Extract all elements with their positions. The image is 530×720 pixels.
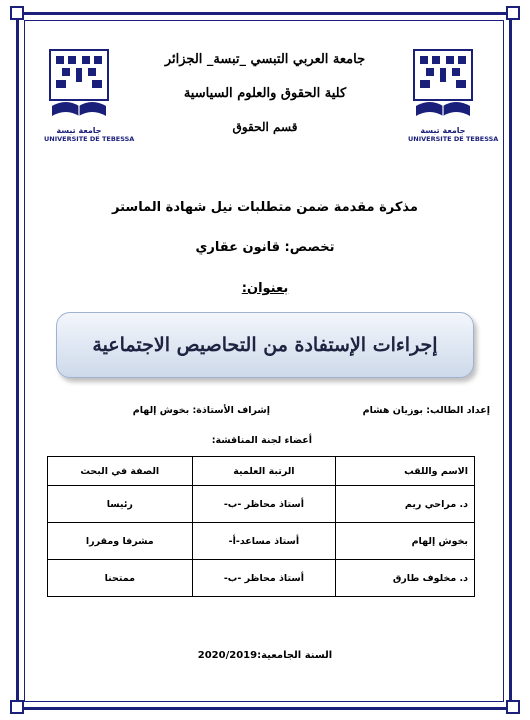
university-name: جامعة العربي التبسي _تبسة_ الجزائر	[164, 52, 366, 67]
member-role: ممتحنا	[48, 560, 193, 597]
supervisor-name: إشراف الأستاذة: بخوش إلهام	[132, 405, 270, 416]
logo-caption-french: UNIVERSITE DE TEBESSA	[408, 135, 499, 143]
member-role: رئيسا	[48, 486, 193, 523]
member-name: د. مراحي ريم	[336, 486, 475, 523]
header-name: الاسم واللقب	[336, 457, 475, 486]
frame-corner-ornament	[10, 6, 24, 20]
committee-label: أعضاء لجنة المناقشة:	[211, 435, 312, 446]
member-rank: أستاذ محاظر -ب-	[192, 486, 336, 523]
logo-caption-arabic: جامعة تبسة	[420, 126, 466, 135]
memo-statement: مذكرة مقدمة ضمن متطلبات نيل شهادة الماستر	[112, 200, 418, 215]
title-label: بعنوان:	[241, 281, 289, 296]
logo-caption-arabic: جامعة تبسة	[56, 126, 102, 135]
table-row	[48, 523, 475, 560]
department-name: قسم الحقوق	[232, 120, 298, 134]
frame-corner-ornament	[506, 700, 520, 714]
faculty-name: كلية الحقوق والعلوم السياسية	[183, 86, 347, 101]
header-role: الصفة في البحث	[48, 457, 193, 486]
academic-year: السنة الجامعية:2020/2019	[197, 650, 333, 661]
jury-table	[47, 456, 475, 597]
header-rank: الرتبة العلمية	[192, 457, 336, 486]
table-row	[48, 560, 475, 597]
table-row	[48, 486, 475, 523]
table-header-row	[48, 457, 475, 486]
student-name: إعداد الطالب: بوزيان هشام	[362, 405, 490, 416]
member-rank: أستاذ محاظر -ب-	[192, 560, 336, 597]
frame-corner-ornament	[10, 700, 24, 714]
logo-caption-french: UNIVERSITE DE TEBESSA	[44, 135, 135, 143]
thesis-title: إجراءات الإستفادة من التحاصيص الاجتماعية	[92, 334, 438, 356]
member-role: مشرفا ومقررا	[48, 523, 193, 560]
member-name: د. مخلوف طارق	[336, 560, 475, 597]
member-name: بخوش إلهام	[336, 523, 475, 560]
thesis-title-box	[56, 312, 474, 378]
specialization: تخصص: قانون عقاري	[195, 240, 335, 255]
member-rank: أستاذ مساعد-أ-	[192, 523, 336, 560]
frame-corner-ornament	[506, 6, 520, 20]
